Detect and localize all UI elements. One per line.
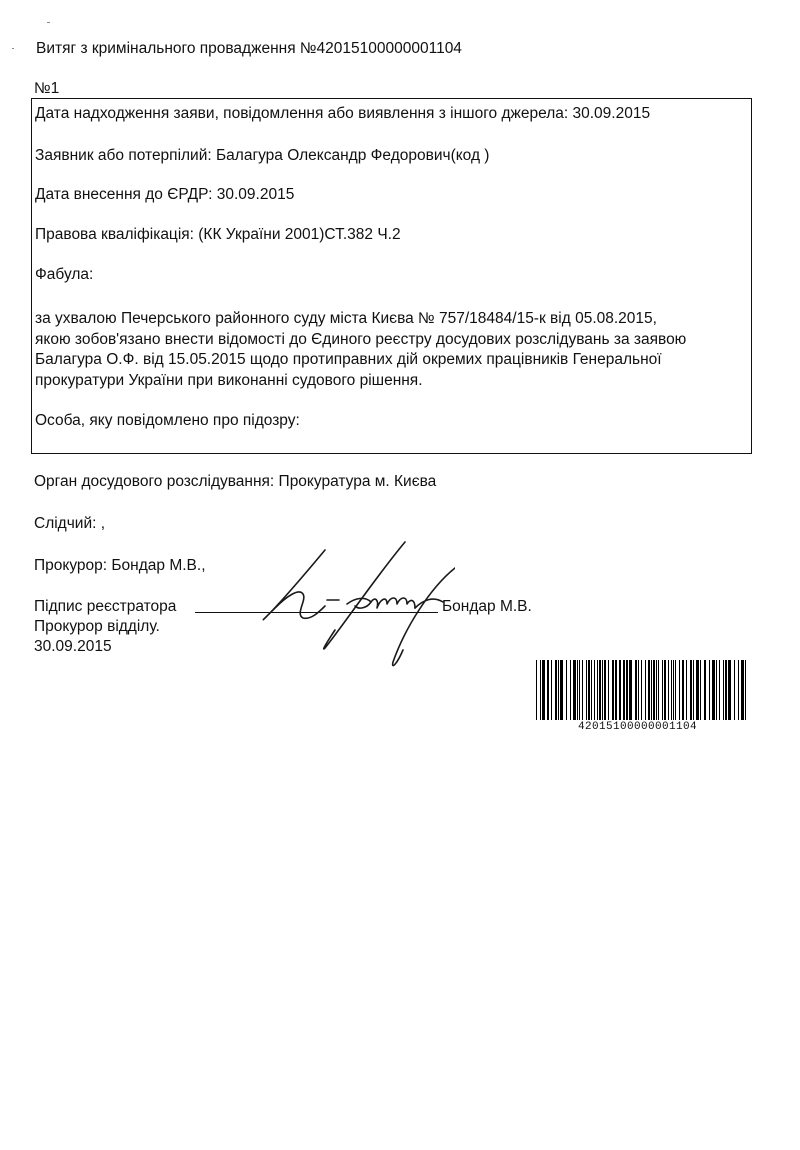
- barcode-bar: [671, 660, 672, 720]
- barcode-bar: [728, 660, 731, 720]
- barcode-bar: [690, 660, 692, 720]
- suspect-line: Особа, яку повідомлено про підозру:: [35, 412, 300, 429]
- record-number: №1: [34, 80, 60, 97]
- barcode-bar: [679, 660, 680, 720]
- barcode-bar: [551, 660, 552, 720]
- barcode-bar: [536, 660, 537, 720]
- erdr-date-line: Дата внесення до ЄРДР: 30.09.2015: [35, 186, 295, 203]
- barcode-bar: [591, 660, 592, 720]
- fabula-line: Балагура О.Ф. від 15.05.2015 щодо протиправних дій окремих працівників Генеральної: [35, 351, 662, 368]
- barcode-bar: [738, 660, 739, 720]
- barcode-bar: [626, 660, 628, 720]
- barcode-bar: [560, 660, 563, 720]
- prosecutor: Прокурор: Бондар М.В.,: [34, 557, 206, 574]
- barcode-bar: [712, 660, 715, 720]
- barcode-bar: [582, 660, 583, 720]
- barcode-bar: [638, 660, 639, 720]
- barcode-bar: [623, 660, 625, 720]
- barcode-bar: [579, 660, 580, 720]
- barcode-bar: [675, 660, 676, 720]
- barcode-bar: [619, 660, 621, 720]
- barcode-bar: [693, 660, 694, 720]
- barcode-bar: [686, 660, 687, 720]
- barcode-bars: [535, 660, 749, 722]
- barcode-bar: [734, 660, 735, 720]
- barcode-bar: [662, 660, 663, 720]
- handwritten-signature: [255, 538, 455, 678]
- barcode-bar: [656, 660, 657, 720]
- barcode-bar: [723, 660, 724, 720]
- barcode-bar: [704, 660, 706, 720]
- barcode-bar: [673, 660, 674, 720]
- scan-speck: [47, 22, 50, 23]
- registrar-signature-label: Підпис реєстратора: [34, 598, 177, 615]
- barcode-bar: [577, 660, 578, 720]
- scan-speck: [12, 48, 14, 49]
- barcode-bar: [648, 660, 650, 720]
- barcode-bar: [709, 660, 710, 720]
- proceeding-details-box: [31, 98, 752, 454]
- barcode-bar: [725, 660, 727, 720]
- barcode-number: 42015100000001104: [578, 721, 698, 733]
- barcode-bar: [696, 660, 699, 720]
- barcode-bar: [682, 660, 684, 720]
- barcode-bar: [645, 660, 646, 720]
- barcode-bar: [540, 660, 541, 720]
- barcode-bar: [641, 660, 642, 720]
- barcode-bar: [635, 660, 637, 720]
- barcode-bar: [651, 660, 652, 720]
- applicant-line: Заявник або потерпілий: Балагура Олександр Федорович(код ): [35, 147, 490, 164]
- barcode-bar: [745, 660, 746, 720]
- receipt-date-line: Дата надходження заяви, повідомлення або виявлення з іншого джерела: 30.09.2015: [35, 105, 651, 122]
- qualification-line: Правова кваліфікація: (КК України 2001)СТ.382 Ч.2: [35, 226, 401, 243]
- barcode-bar: [658, 660, 659, 720]
- barcode-bar: [653, 660, 655, 720]
- document-title: Витяг з кримінального провадження №42015100000001104: [36, 40, 462, 57]
- barcode-bar: [542, 660, 545, 720]
- barcode-bar: [602, 660, 603, 720]
- barcode-bar: [716, 660, 717, 720]
- barcode-bar: [573, 660, 576, 720]
- barcode-bar: [664, 660, 666, 720]
- barcode-bar: [629, 660, 632, 720]
- barcode-bar: [719, 660, 720, 720]
- registrar-name: Бондар М.В.: [442, 598, 532, 615]
- barcode-bar: [612, 660, 614, 720]
- barcode-bar: [597, 660, 598, 720]
- investigation-agency: Орган досудового розслідування: Прокуратура м. Києва: [34, 473, 437, 490]
- barcode-bar: [615, 660, 617, 720]
- barcode-bar: [547, 660, 549, 720]
- barcode-bar: [604, 660, 606, 720]
- barcode-bar: [570, 660, 571, 720]
- barcode-bar: [586, 660, 587, 720]
- sign-date: 30.09.2015: [34, 638, 112, 655]
- registrar-position: Прокурор відділу.: [34, 618, 160, 635]
- barcode-bar: [608, 660, 609, 720]
- barcode-bar: [668, 660, 669, 720]
- barcode-bar: [566, 660, 567, 720]
- fabula-line: якою зобов'язано внести відомості до Єдиного реєстру досудових розслідувань за заявою: [35, 330, 687, 348]
- barcode-bar: [588, 660, 590, 720]
- fabula-text: [35, 309, 747, 391]
- barcode-bar: [700, 660, 701, 720]
- barcode-bar: [558, 660, 559, 720]
- barcode-bar: [594, 660, 595, 720]
- barcode-bar: [555, 660, 557, 720]
- fabula-line: прокуратури України при виконанні судового рішення.: [35, 371, 423, 389]
- fabula-label: Фабула:: [35, 266, 94, 283]
- fabula-line: за ухвалою Печерського районного суду міста Києва № 757/18484/15-к від 05.08.2015,: [35, 310, 657, 327]
- investigator: Слідчий: ,: [34, 515, 106, 532]
- barcode-bar: [599, 660, 601, 720]
- barcode-bar: [741, 660, 744, 720]
